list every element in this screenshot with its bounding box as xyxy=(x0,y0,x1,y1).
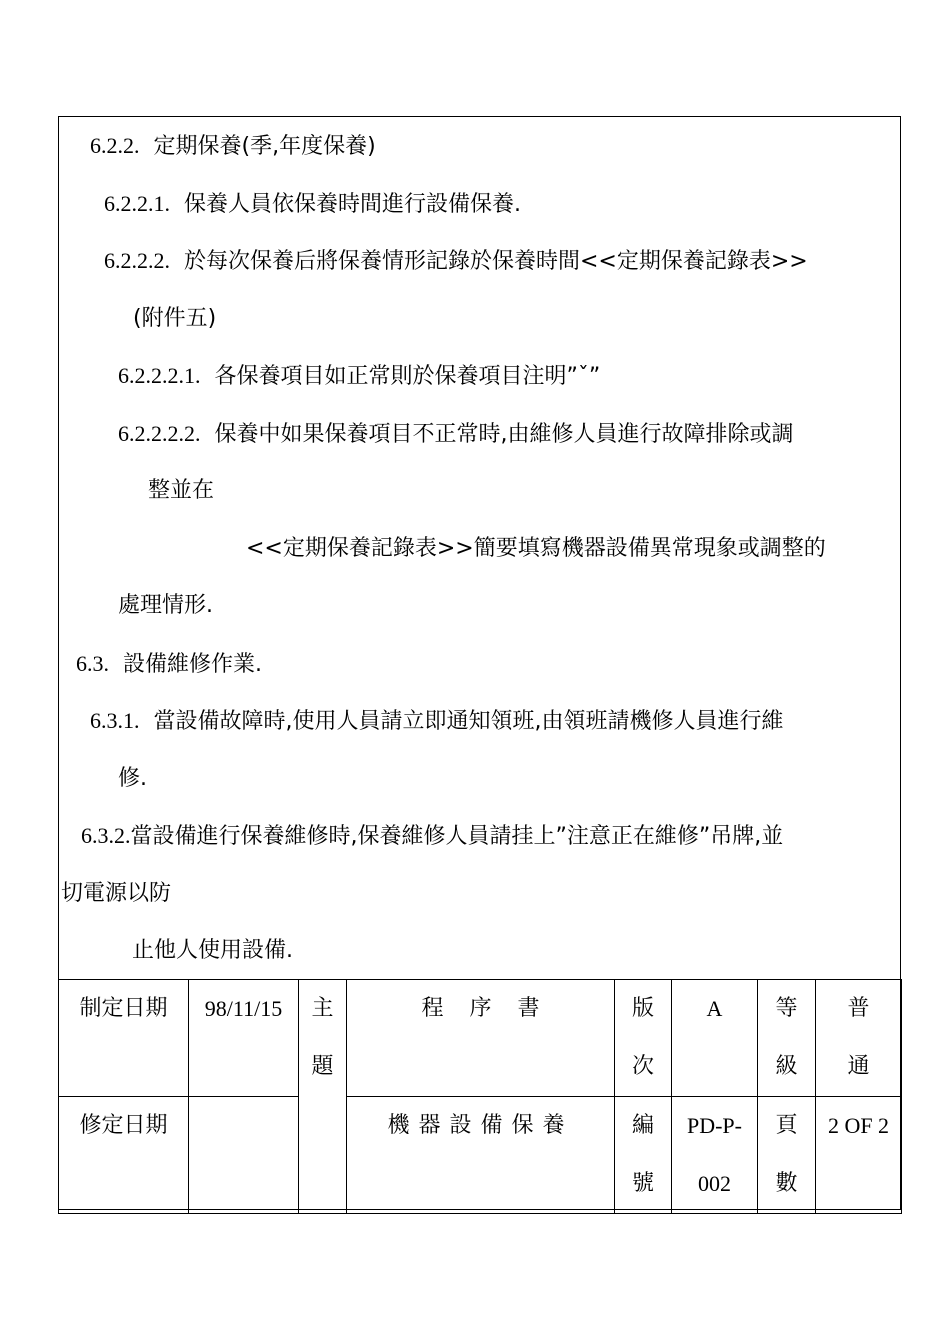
code-label-char: 編 xyxy=(631,1113,654,1138)
subject-label xyxy=(299,980,347,1214)
section-number: 6.2.2.2.2. xyxy=(118,421,201,446)
section-6-2-2-2-2-cont1 xyxy=(148,476,214,506)
code-value xyxy=(672,1097,758,1214)
section-text: 整並在 xyxy=(148,478,215,503)
grade-label-char: 等 xyxy=(775,996,798,1021)
pages-label-char: 數 xyxy=(775,1171,798,1196)
section-6-2-2-2-2-cont2 xyxy=(246,534,826,564)
section-text: (附件五) xyxy=(133,306,217,331)
section-number: 6.3.2. xyxy=(81,823,131,848)
section-text: 當設備進行保養維修時,保養維修人員請挂上”注意正在維修”吊牌,並 xyxy=(130,824,784,849)
section-text: 止他人使用設備. xyxy=(132,938,293,963)
subject-value: 機器設備保養 xyxy=(347,1097,615,1214)
doc-type: 程序書 xyxy=(347,980,615,1097)
made-date-label: 制定日期 xyxy=(59,980,189,1097)
section-text: 保養中如果保養項目不正常時,由維修人員進行故障排除或調 xyxy=(214,422,794,447)
section-number: 6.3. xyxy=(76,651,109,676)
section-6-2-2-2-cont xyxy=(133,304,216,334)
section-6-3-1-cont xyxy=(118,764,147,794)
version-label xyxy=(615,980,672,1097)
section-text: 各保養項目如正常則於保養項目注明”ˇ” xyxy=(214,364,601,389)
section-text: 定期保養(季,年度保養) xyxy=(153,134,376,159)
section-text: 保養人員依保養時間進行設備保養. xyxy=(184,192,521,217)
section-6-3 xyxy=(76,649,262,680)
section-6-2-2-1 xyxy=(104,189,521,220)
code-label-char: 號 xyxy=(631,1171,654,1196)
section-6-2-2-2-1 xyxy=(118,361,600,392)
section-text: <<定期保養記錄表>>簡要填寫機器設備異常現象或調整的 xyxy=(246,536,826,561)
section-number: 6.2.2. xyxy=(90,133,140,158)
section-6-2-2-2 xyxy=(104,246,808,277)
section-number: 6.2.2.2. xyxy=(104,248,170,273)
footer-row-1 xyxy=(59,980,902,1097)
section-text: 切電源以防 xyxy=(61,881,172,906)
section-number: 6.2.2.2.1. xyxy=(118,363,201,388)
version-label-char: 版 xyxy=(631,996,654,1021)
section-6-2-2-2-2 xyxy=(118,419,794,450)
revise-date-value xyxy=(189,1097,299,1214)
version-label-char: 次 xyxy=(631,1054,654,1079)
section-6-2-2-2-2-cont3 xyxy=(118,591,213,621)
grade-value: 普通 xyxy=(816,980,902,1097)
section-6-3-2-cont2 xyxy=(132,936,293,966)
section-6-3-2-cont1 xyxy=(61,879,171,909)
grade-label xyxy=(758,980,816,1097)
pages-label-char: 頁 xyxy=(775,1113,798,1138)
code-value-part: PD-P- xyxy=(686,1113,742,1138)
pages-label xyxy=(758,1097,816,1214)
footer-row-2 xyxy=(59,1097,902,1214)
section-6-3-2 xyxy=(81,821,783,852)
code-label xyxy=(615,1097,672,1214)
subject-label-char: 主 xyxy=(311,996,334,1021)
section-text: 當設備故障時,使用人員請立即通知領班,由領班請機修人員進行維 xyxy=(153,709,784,734)
section-text: 設備維修作業. xyxy=(123,652,262,677)
version-value: A xyxy=(672,980,758,1097)
section-number: 6.3.1. xyxy=(90,708,140,733)
made-date-value: 98/11/15 xyxy=(189,980,299,1097)
code-value-part: 002 xyxy=(698,1171,731,1196)
section-6-3-1 xyxy=(90,706,784,737)
section-text: 於每次保養后將保養情形記錄於保養時間<<定期保養記錄表>> xyxy=(184,249,808,274)
section-number: 6.2.2.1. xyxy=(104,191,170,216)
document-footer-table xyxy=(58,979,902,1214)
grade-label-char: 級 xyxy=(775,1054,798,1079)
pages-value: 2 OF 2 xyxy=(816,1097,902,1214)
section-6-2-2 xyxy=(90,131,376,162)
subject-label-char: 題 xyxy=(311,1054,334,1079)
section-text: 處理情形. xyxy=(118,593,213,618)
revise-date-label: 修定日期 xyxy=(59,1097,189,1214)
section-text: 修. xyxy=(118,766,147,791)
